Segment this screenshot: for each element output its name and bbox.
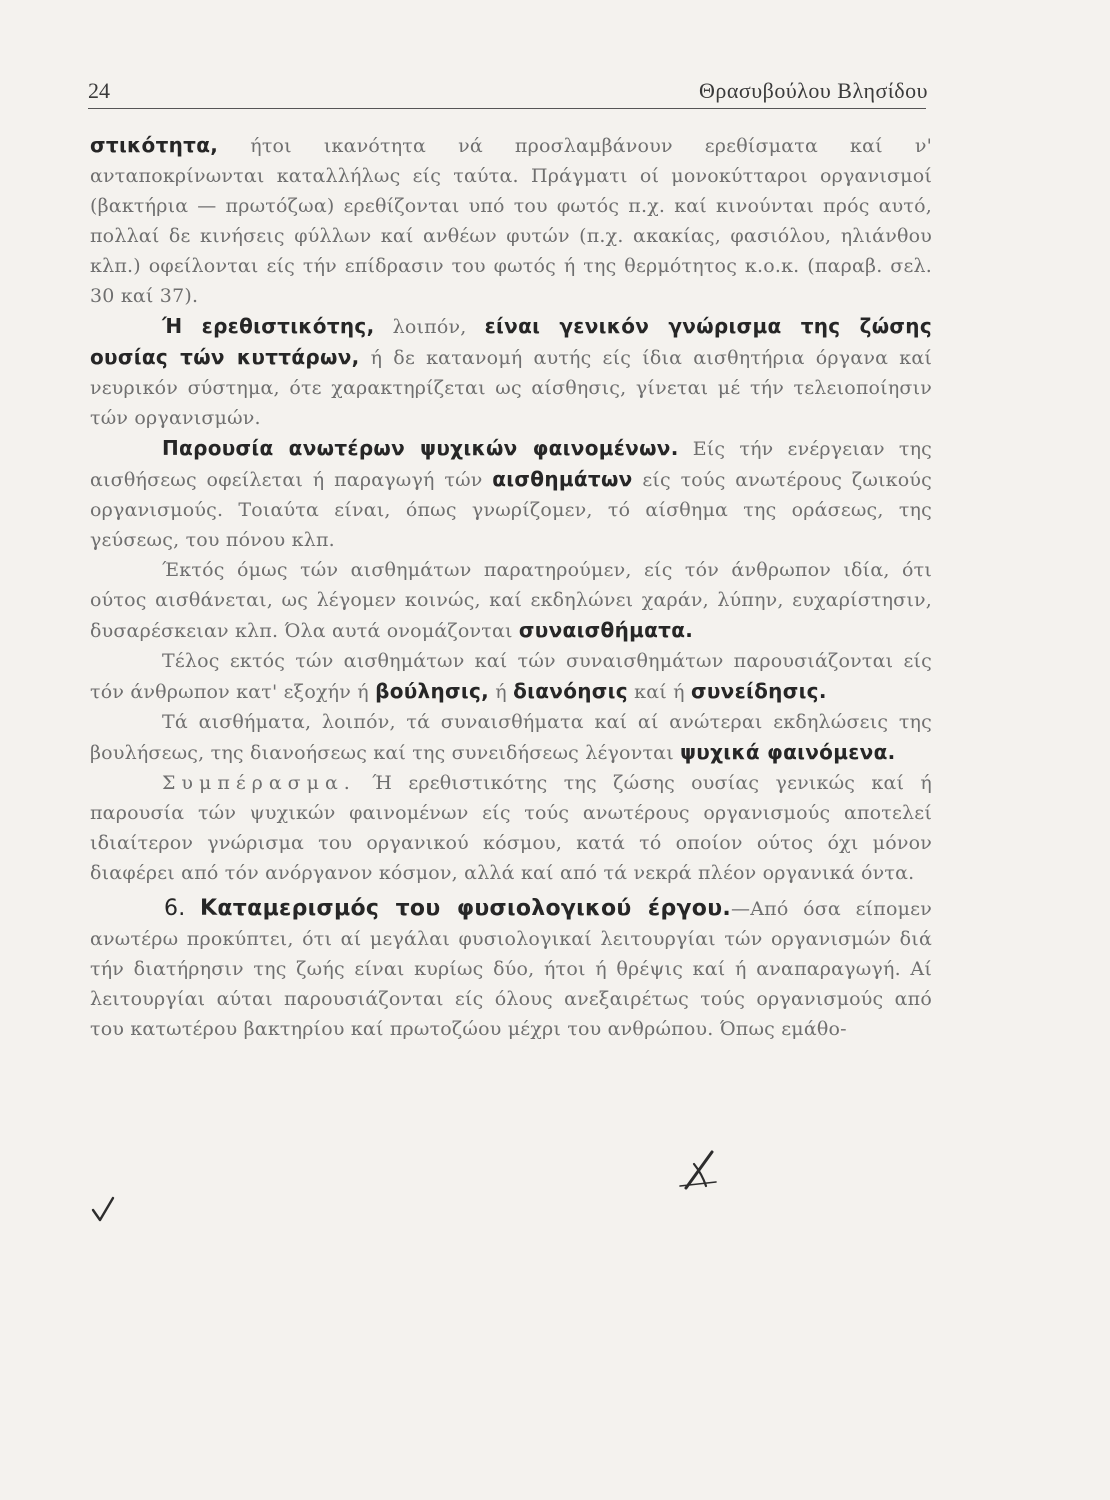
- bold-term: συναισθήματα.: [518, 618, 694, 642]
- paragraph-psychic-phenomena: [90, 433, 932, 555]
- paragraph-psychic-definition: [90, 707, 932, 768]
- bold-term: συνείδησις.: [691, 679, 827, 703]
- bold-term: βούλησις,: [375, 679, 490, 703]
- paragraph-text: Τά αισθήματα, λοιπόν, τά συναισθήματα καί αί ανώτεραι εκδηλώσεις της βουλήσεως, της διανοήσεως καί της συνειδήσεως λέγονται: [90, 711, 932, 764]
- bold-term: στικότητα,: [90, 133, 219, 157]
- bold-term: ψυχικά φαινόμενα.: [680, 740, 896, 764]
- spaced-heading: Συμπέρασμα.: [162, 772, 356, 794]
- paragraph-irritability-continued: [90, 130, 932, 311]
- running-head: [88, 78, 928, 108]
- paragraph-conclusion: [90, 768, 932, 888]
- body-text: [90, 130, 932, 1044]
- paragraph-text: Έκτός όμως τών αισθημάτων παρατηρούμεν, είς τόν άνθρωπον ιδία, ότι ούτος αισθάνεται, ως λέγομεν κοινώς, καί εκδηλώνει χαράν, λύπην, ευχαρίστησιν, δυσαρέσκειαν κλπ. Όλα αυτά ονομάζονται: [90, 559, 932, 642]
- paragraph-text: λοιπόν,: [374, 316, 485, 338]
- handwritten-cross-mark: [672, 1148, 722, 1190]
- paragraph-text: —Από όσα είπομεν ανωτέρω προκύπτει, ότι αί μεγάλαι φυσιολογικαί λειτουργίαι τών οργανισμών διά τήν διατήρησιν της ζωής είναι κυρίως δύο, ήτοι ή θρέψις καί ή αναπαραγωγή. Αί λειτουργίαι αύται παρουσιάζονται είς όλους ανεξαιρέτως τούς οργανισμούς από του κατωτέρου βακτηρίου καί πρωτοζώου μέχρι του ανθρώπου. Όπως εμάθο-: [90, 898, 932, 1040]
- paragraph-text: Ή ερεθιστικότης της ζώσης ουσίας γενικώς καί ή παρουσία τών ψυχικών φαινομένων είς τούς ανωτέρους οργανισμούς αποτελεί ιδιαίτερον γνώρισμα του οργανικού κόσμου, κατά τό οποίον ούτος όχι μόνον διαφέρει από τόν ανόργανον κόσμον, αλλά καί από τά νεκρά πλέον οργανικά όντα.: [90, 772, 932, 884]
- section-title: Καταμερισμός του φυσιολογικού έργου.: [200, 896, 732, 921]
- bold-term: αισθημάτων: [492, 467, 633, 491]
- section-number: 6.: [164, 896, 186, 921]
- paragraph-text: ήτοι ικανότητα νά προσλαμβάνουν ερεθίσματα καί ν' ανταποκρίνωνται καταλλήλως είς ταύτα. Πράγματι οί μονοκύτταροι οργανισμοί (βακτήρια — πρωτόζωα) ερεθίζονται υπό του φωτός π.χ. καί κινούνται πρός αυτό, πολλαί δε κινήσεις φύλλων καί ανθέων φυτών (π.χ. ακακίας, φασιόλου, ηλιάνθου κλπ.) οφείλονται είς τήν επίδρασιν του φωτός ή της θερμότητος κ.ο.κ. (παραβ. σελ. 30 καί 37).: [90, 135, 932, 307]
- paragraph-text: Τέλος εκτός τών αισθημάτων καί τών συναισθημάτων παρουσιάζονται είς τόν άνθρωπον κατ' εξοχήν ή: [90, 650, 932, 703]
- handwritten-check-icon: [90, 1196, 116, 1222]
- page-number: 24: [88, 78, 110, 103]
- paragraph-text: ή: [489, 681, 514, 703]
- paragraph-feelings: [90, 555, 932, 646]
- paragraph-irritability-general: [90, 311, 932, 433]
- section-6-paragraph: [90, 894, 932, 1044]
- paragraph-text: είς τούς ανωτέρους ζωικούς οργανισμούς. Τοιαύτα είναι, όπως γνωρίζομεν, τό αίσθημα της οράσεως, της γεύσεως, του πόνου κλπ.: [90, 469, 932, 551]
- paragraph-heading: Παρουσία ανωτέρων ψυχικών φαινομένων.: [162, 436, 679, 460]
- paragraph-will-thought: [90, 646, 932, 707]
- header-rule: [88, 108, 926, 109]
- paragraph-text: Είς τήν ενέργειαν της αισθήσεως οφείλεται ή παραγωγή τών: [90, 438, 932, 491]
- bold-term: διανόησις: [513, 679, 628, 703]
- paragraph-text: καί ή: [627, 681, 691, 703]
- paragraph-text: ή δε κατανομή αυτής είς ίδια αισθητήρια όργανα καί νευρικόν σύστημα, ότε χαρακτηρίζεται ως αίσθησις, γίνεται μέ τήν τελειοποίησιν τών οργανισμών.: [90, 347, 932, 429]
- bold-term: Ή ερεθιστικότης,: [162, 314, 375, 338]
- running-title: Θρασυβούλου Βλησίδου: [699, 78, 928, 103]
- bold-phrase: είναι γενικόν γνώρισμα της ζώσης ουσίας τών κυττάρων,: [90, 314, 932, 369]
